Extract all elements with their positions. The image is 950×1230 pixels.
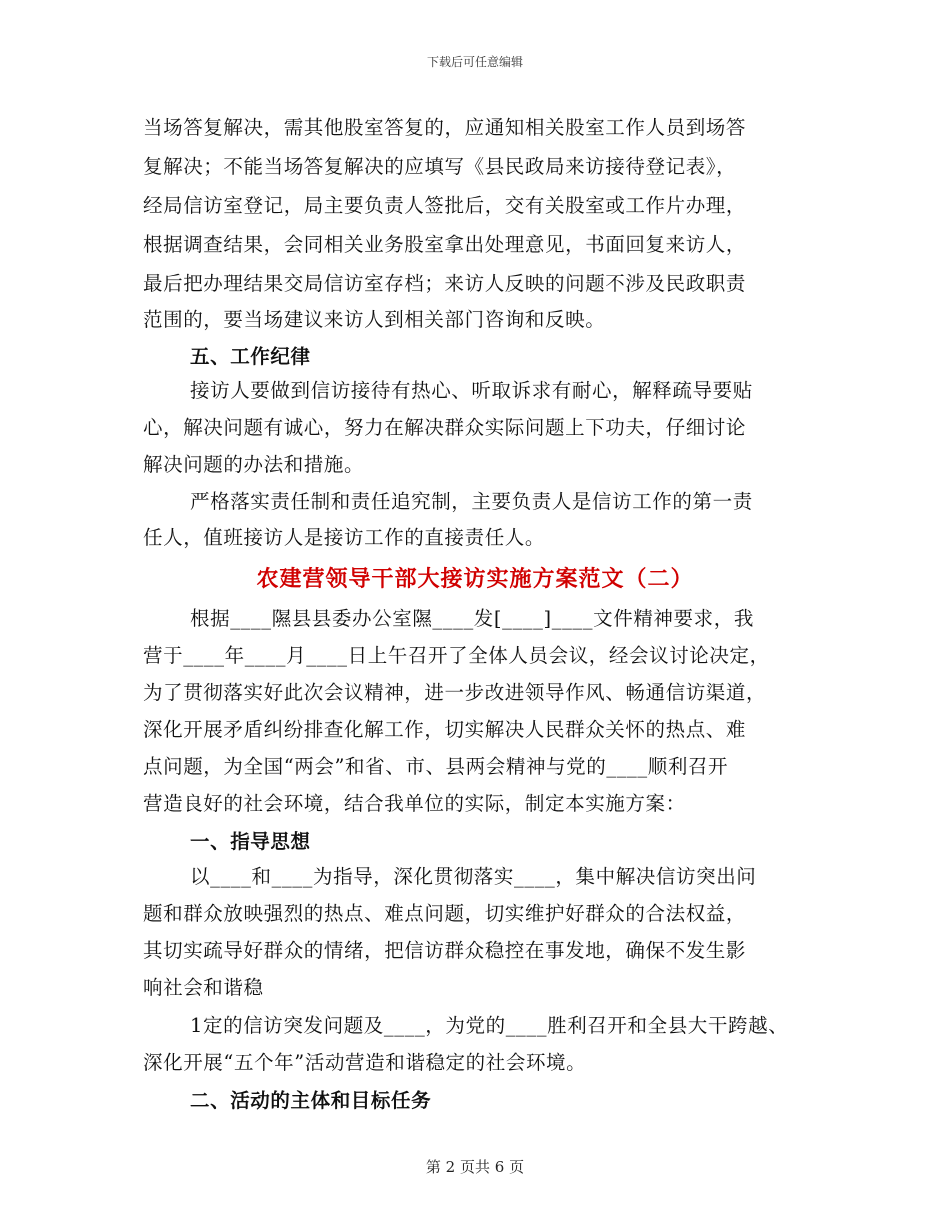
page-footer: 第 2 页共 6 页 bbox=[425, 1158, 525, 1176]
body-line: 深化开展“五个年”活动营造和谐稳定的社会环境。 bbox=[143, 1051, 587, 1074]
body-line: 深化开展矛盾纠纷排查化解工作，切实解决人民群众关怀的热点、难 bbox=[143, 718, 747, 741]
body-line: 严格落实责任制和责任追究制，主要负责人是信访工作的第一责 bbox=[190, 490, 753, 513]
body-line: 当场答复解决，需其他股室答复的，应通知相关股室工作人员到场答 bbox=[143, 116, 747, 139]
page-header: 下载后可任意编辑 bbox=[426, 55, 523, 69]
body-line: 心，解决问题有诚心，努力在解决群众实际问题上下功夫，仔细讨论 bbox=[143, 416, 747, 439]
body-line: 解决问题的办法和措施。 bbox=[143, 453, 365, 476]
body-line: 经局信访室登记，局主要负责人签批后，交有关股室或工作片办理， bbox=[143, 194, 747, 217]
section-heading: 五、工作纪律 bbox=[190, 345, 311, 368]
section-heading: 一、指导思想 bbox=[190, 830, 311, 853]
body-line: 任人，值班接访人是接访工作的直接责任人。 bbox=[143, 526, 546, 549]
body-line: 营于____年____月____日上午召开了全体人员会议，经会议讨论决定， bbox=[143, 644, 770, 667]
body-line: 营造良好的社会环境，结合我单位的实际，制定本实施方案： bbox=[143, 792, 686, 815]
body-line: 其切实疏导好群众的情绪，把信访群众稳控在事发地，确保不发生影 bbox=[143, 939, 747, 962]
body-line: 1定的信访突发问题及____，为党的____胜利召开和全县大干跨越、 bbox=[190, 1014, 789, 1037]
body-line: 复解决；不能当场答复解决的应填写《县民政局来访接待登记表》， bbox=[143, 155, 737, 178]
body-line: 最后把办理结果交局信访室存档；来访人反映的问题不涉及民政职责 bbox=[143, 272, 747, 295]
body-line: 以____和____为指导，深化贯彻落实____，集中解决信访突出问 bbox=[190, 865, 757, 888]
body-line: 为了贯彻落实好此次会议精神，进一步改进领导作风、畅通信访渠道， bbox=[143, 681, 767, 704]
body-line: 根据调查结果，会同相关业务股室拿出处理意见，书面回复来访人， bbox=[143, 233, 747, 256]
section-heading: 二、活动的主体和目标任务 bbox=[190, 1089, 432, 1112]
document-title: 农建营领导干部大接访实施方案范文（二） bbox=[256, 566, 694, 592]
body-line: 接访人要做到信访接待有热心、听取诉求有耐心，解释疏导要贴 bbox=[190, 379, 753, 402]
body-line: 题和群众放映强烈的热点、难点问题，切实维护好群众的合法权益， bbox=[143, 902, 747, 925]
body-line: 点问题，为全国“两会”和省、市、县两会精神与党的____顺利召开 bbox=[143, 755, 729, 778]
body-line: 响社会和谐稳 bbox=[143, 976, 264, 999]
body-line: 范围的，要当场建议来访人到相关部门咨询和反映。 bbox=[143, 308, 606, 331]
body-line: 根据____隰县县委办公室隰____发[____]____文件精神要求，我 bbox=[190, 607, 754, 630]
